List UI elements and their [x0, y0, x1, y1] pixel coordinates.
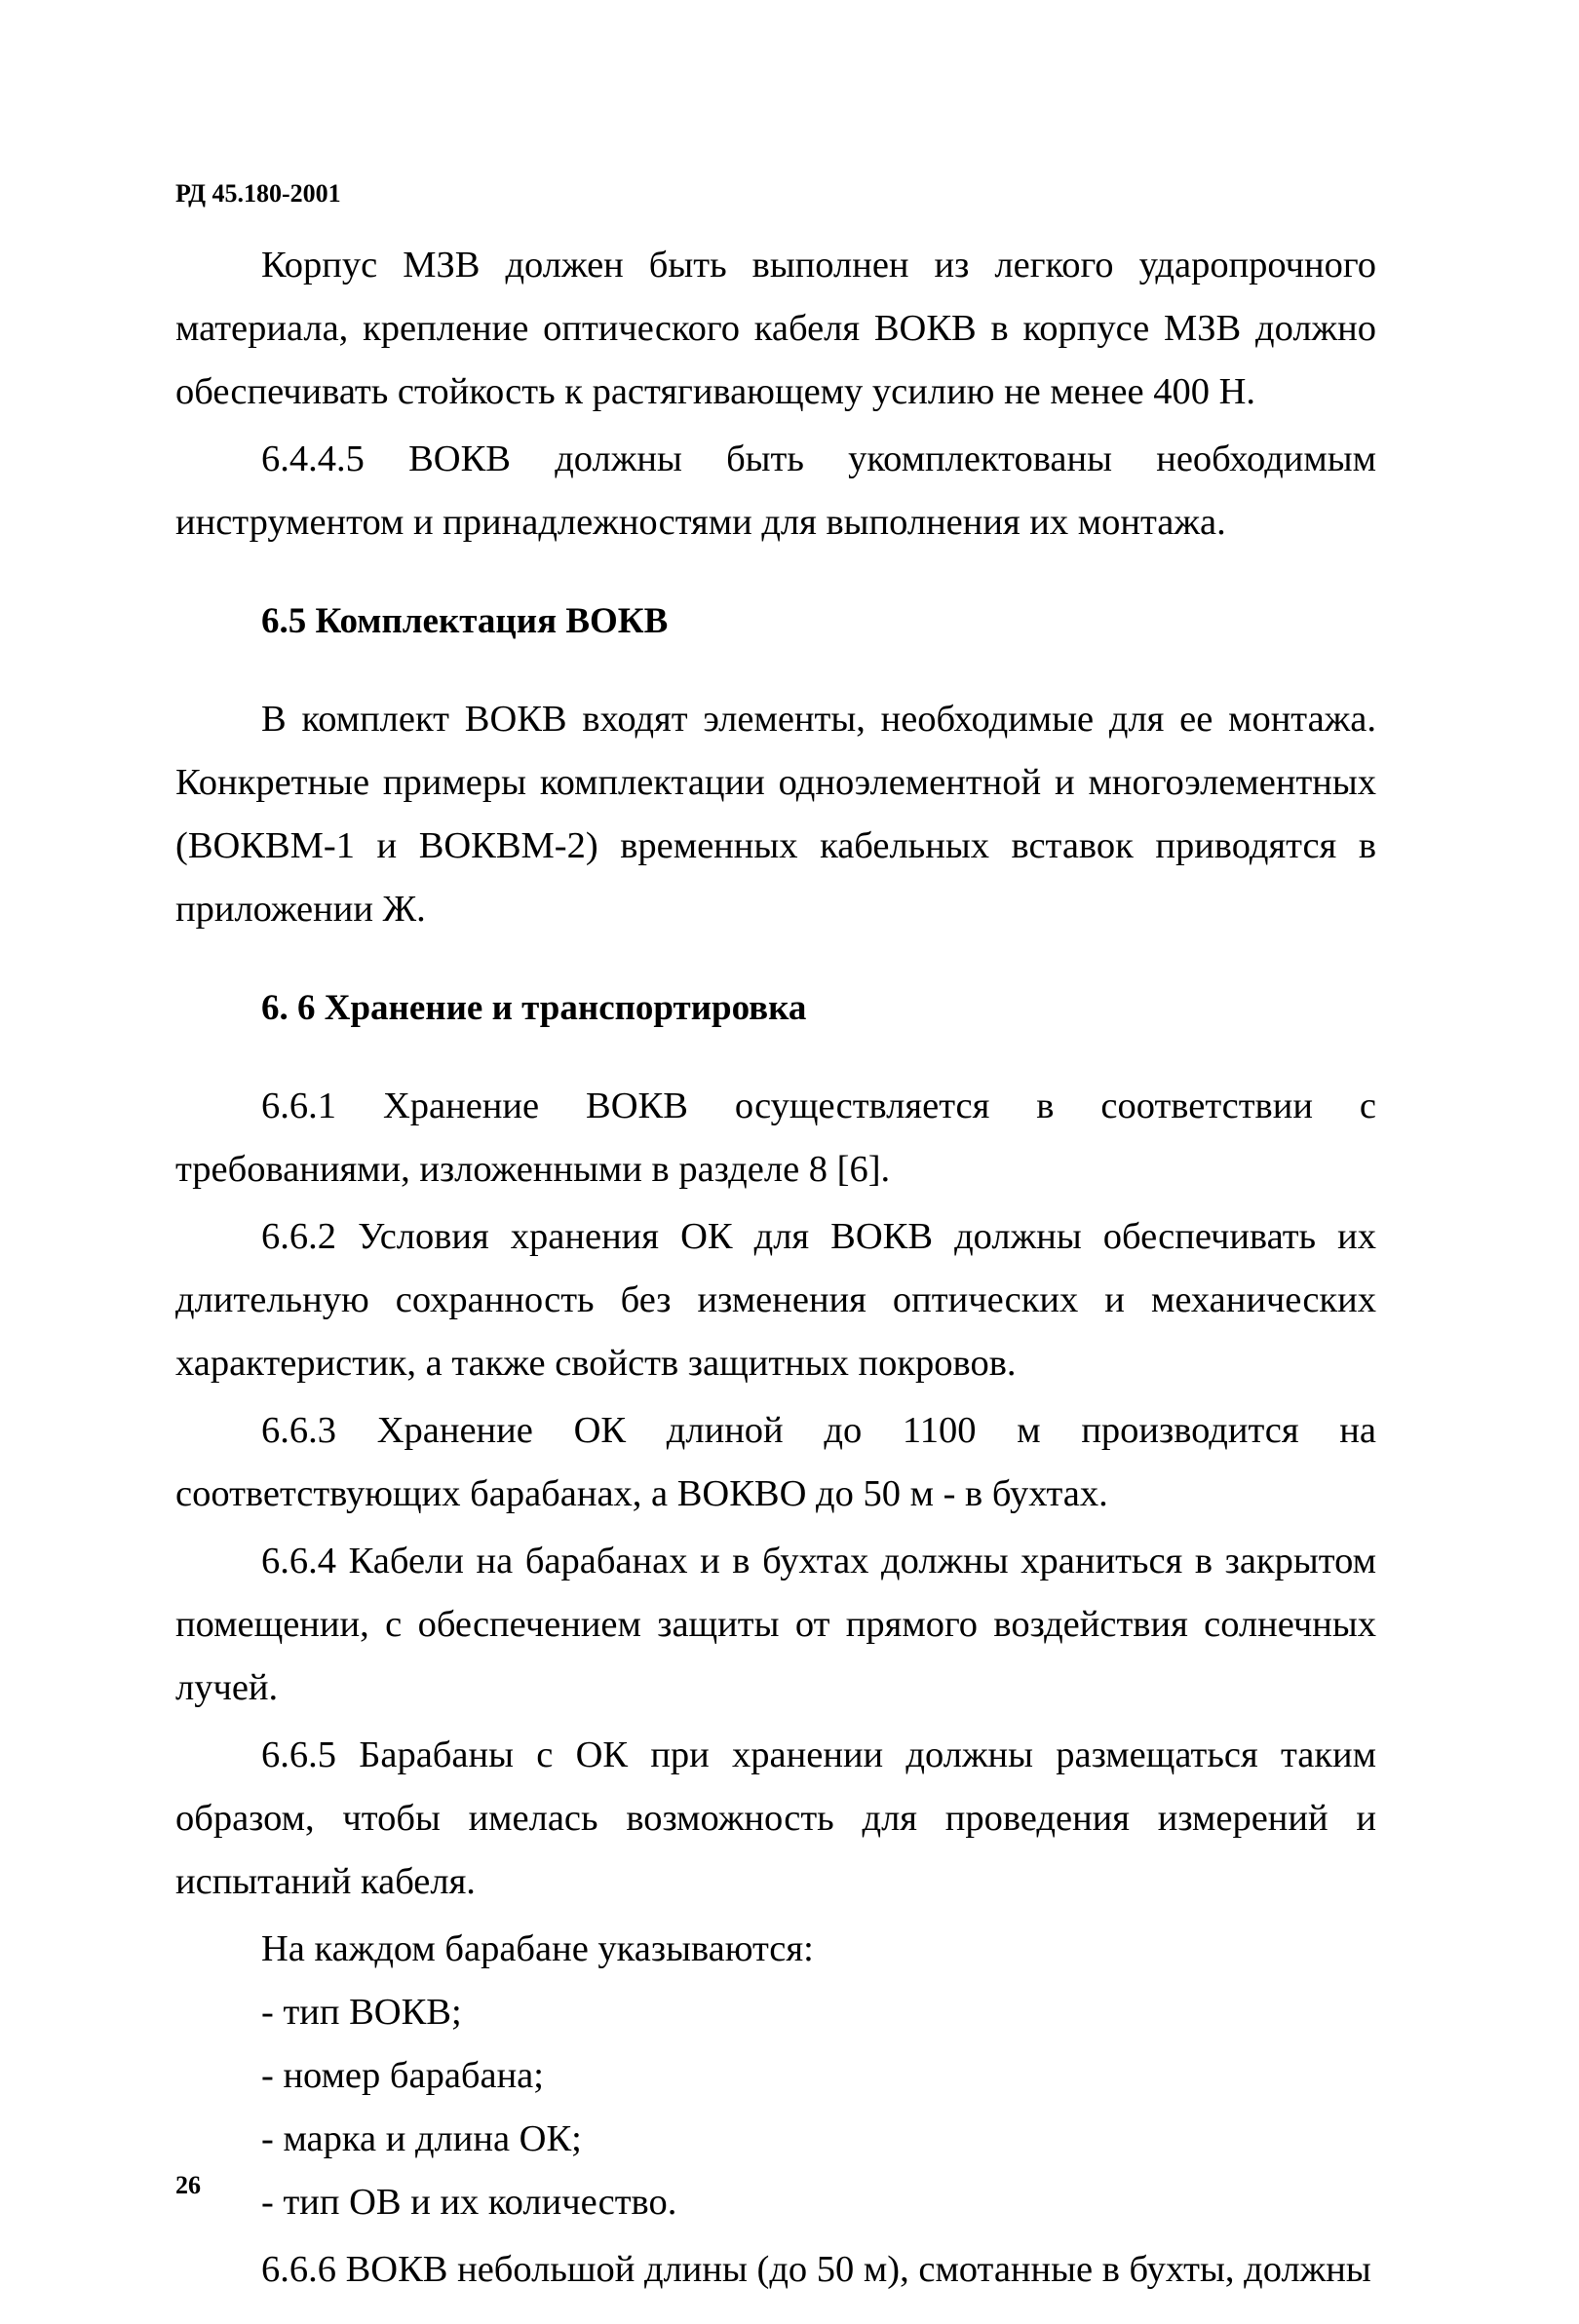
document-code: РД 45.180-2001 [175, 179, 341, 208]
paragraph-6-6-5: 6.6.5 Барабаны с ОК при хранении должны размещаться таким образом, чтобы имелась возможность для проведения измерений и испытаний кабеля. [175, 1734, 1376, 1902]
paragraph-6-6-6: 6.6.6 ВОКВ небольшой длины (до 50 м), смотанные в бухты, должны [261, 2249, 1371, 2290]
section-heading-6-6: 6. 6 Хранение и транспортировка [261, 988, 807, 1028]
list-item: - тип ОВ и их количество. [261, 2182, 677, 2223]
list-item: - марка и длина ОК; [261, 2118, 582, 2159]
section-heading-6-5: 6.5 Комплектация ВОКВ [261, 601, 669, 641]
list-item: - тип ВОКВ; [261, 1992, 462, 2033]
paragraph-drum-intro: На каждом барабане указываются: [261, 1928, 814, 1969]
page-content [175, 234, 1376, 2302]
paragraph-6-6-3: 6.6.3 Хранение ОК длиной до 1100 м производится на соответствующих барабанах, а ВОКВО до 50 м - в бухтах. [175, 1410, 1376, 1514]
paragraph-kit: В комплект ВОКВ входят элементы, необходимые для ее монтажа. Конкретные примеры комплектации одноэлементной и многоэлементных (ВОКВМ-1 и ВОКВМ-2) временных кабельных вставок приводятся в приложении Ж. [175, 699, 1376, 930]
page-number: 26 [175, 2171, 201, 2199]
paragraph-6-6-1: 6.6.1 Хранение ВОКВ осуществляется в соответствии с требованиями, изложенными в разделе 8 [6]. [175, 1086, 1376, 1190]
drum-marking-list [175, 1981, 1376, 2234]
list-item: - номер барабана; [261, 2055, 544, 2096]
paragraph-housing: Корпус МЗВ должен быть выполнен из легкого ударопрочного материала, крепление оптического кабеля ВОКВ в корпусе МЗВ должно обеспечивать стойкость к растягивающему усилию не менее 400 Н. [175, 245, 1376, 412]
paragraph-6-6-4: 6.6.4 Кабели на барабанах и в бухтах должны храниться в закрытом помещении, с обеспечением защиты от прямого воздействия солнечных лучей. [175, 1541, 1376, 1708]
paragraph-6-6-2: 6.6.2 Условия хранения ОК для ВОКВ должны обеспечивать их длительную сохранность без изменения оптических и механических характеристик, а также свойств защитных покровов. [175, 1216, 1376, 1384]
paragraph-6-4-4-5: 6.4.4.5 ВОКВ должны быть укомплектованы необходимым инструментом и принадлежностями для выполнения их монтажа. [175, 438, 1376, 543]
